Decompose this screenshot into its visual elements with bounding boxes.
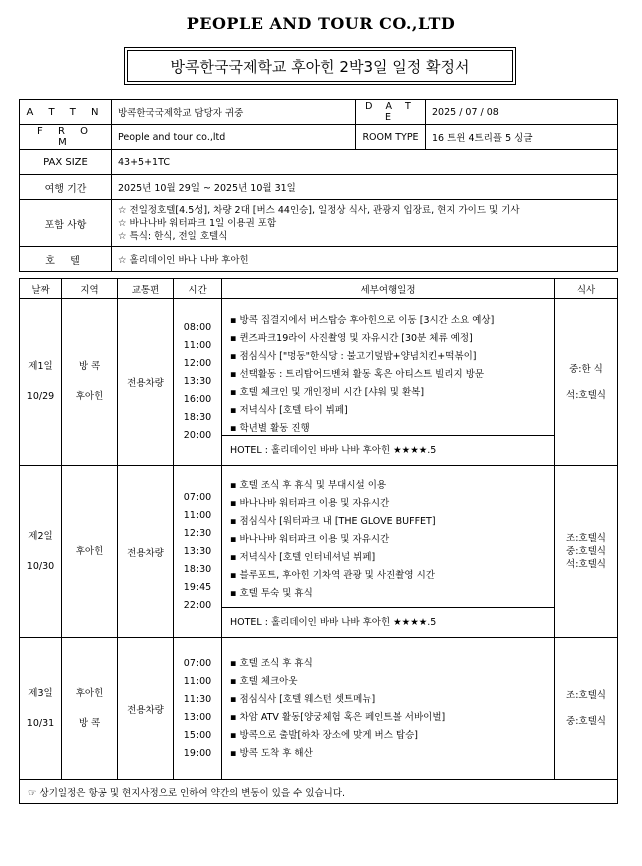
includes-item: ☆ 특식: 한식, 전일 호텔식 xyxy=(118,230,228,242)
times-cell xyxy=(174,299,222,466)
day-label: 제2일 xyxy=(28,530,53,542)
region: 방 콕 xyxy=(78,361,101,372)
info-row-attn xyxy=(20,100,618,125)
event-item: ▪ 차암 ATV 활동[양궁체험 혹은 페인트볼 서바이벌] xyxy=(230,711,446,723)
schedule-header-row xyxy=(20,279,618,299)
day-date: 10/31 xyxy=(26,717,55,729)
event-item: ▪ 호텔 체크아웃 xyxy=(230,675,298,687)
event-item: ▪ 점심식사 ["멍동"한식당 : 불고기덮밥+양념치킨+떡볶이] xyxy=(230,351,477,362)
hotel-value: ☆ 홀리데이인 바나 나바 후아힌 xyxy=(112,247,618,272)
times-cell xyxy=(174,638,222,780)
time: 20:00 xyxy=(183,430,212,441)
time: 18:30 xyxy=(183,563,212,575)
date-label: D A T E xyxy=(356,100,426,125)
time: 12:00 xyxy=(183,358,212,369)
event-item: ▪ 방콕으로 출발[하차 장소에 맞게 버스 탑승] xyxy=(230,729,418,741)
event-item: ▪ 호텔 체크인 및 개인정비 시간 [샤워 및 환복] xyxy=(230,387,425,398)
room-type-value: 16 트윈 4트리플 5 싱글 xyxy=(426,125,618,150)
events-cell xyxy=(222,638,555,780)
meal: 조:호텔식 xyxy=(566,533,606,544)
events-cell xyxy=(222,466,555,638)
time: 22:00 xyxy=(183,599,212,611)
time: 16:00 xyxy=(183,394,212,405)
region-cell xyxy=(62,299,118,466)
region-cell xyxy=(62,638,118,780)
note-row xyxy=(20,780,618,804)
transport-cell: 전용차량 xyxy=(118,299,174,466)
meal: 중:호텔식 xyxy=(566,546,606,557)
time: 11:30 xyxy=(183,693,212,705)
day-date: 10/30 xyxy=(26,560,55,572)
header-transport: 교통편 xyxy=(118,279,174,299)
includes-value xyxy=(112,200,618,247)
date-value: 2025 / 07 / 08 xyxy=(426,100,618,125)
info-row-hotel xyxy=(20,247,618,272)
time: 13:30 xyxy=(183,545,212,557)
time: 11:00 xyxy=(183,340,212,351)
header-region: 지역 xyxy=(62,279,118,299)
region: 후아힌 xyxy=(75,687,104,699)
time: 13:30 xyxy=(183,376,212,387)
meal: 중:호텔식 xyxy=(566,716,606,727)
from-label: F R O M xyxy=(20,125,112,150)
time: 18:30 xyxy=(183,412,212,423)
info-row-period xyxy=(20,175,618,200)
schedule-note: ☞ 상기일정은 항공 및 현지사정으로 인하여 약간의 변동이 있을 수 있습니다. xyxy=(20,780,618,804)
meal: 조:호텔식 xyxy=(566,690,606,701)
day-label: 제3일 xyxy=(28,687,53,699)
document-title-box xyxy=(124,47,516,85)
transport-cell: 전용차량 xyxy=(118,638,174,780)
region: 후아힌 xyxy=(75,545,104,557)
includes-item: ☆ 바나나바 워터파크 1일 이용권 포함 xyxy=(118,217,277,229)
period-label: 여행 기간 xyxy=(20,175,112,200)
schedule-table xyxy=(19,278,618,804)
day-cell xyxy=(20,299,62,466)
event-item: ▪ 학년별 활동 진행 xyxy=(230,423,310,434)
event-item: ▪ 선택활동 : 트리탑어드벤쳐 활동 혹은 아티스트 빌리지 방문 xyxy=(230,369,485,380)
event-item: ▪ 호텔 조식 후 휴식 xyxy=(230,657,313,669)
meals-cell xyxy=(555,638,618,780)
time: 08:00 xyxy=(183,322,212,333)
region: 방 콕 xyxy=(78,717,101,729)
events-cell xyxy=(222,299,555,466)
time: 11:00 xyxy=(183,509,212,521)
company-name: PEOPLE AND TOUR CO.,LTD xyxy=(186,14,456,33)
day-row-3 xyxy=(20,638,618,780)
includes-item: ☆ 전일정호텔[4.5성], 차량 2대 [버스 44인승], 일정상 식사, 관광지 입장료, 현지 가이드 및 기사 xyxy=(118,204,520,216)
meal: 석:호텔식 xyxy=(566,389,606,401)
meal: 중:한 식 xyxy=(569,363,603,375)
time: 19:00 xyxy=(183,747,212,759)
pax-size-label: PAX SIZE xyxy=(20,150,112,175)
event-item: ▪ 블루포트, 후아힌 기차역 관광 및 사진촬영 시간 xyxy=(230,570,435,581)
times-cell xyxy=(174,466,222,638)
event-item: ▪ 바나나바 워터파크 이용 및 자유시간 xyxy=(230,534,390,545)
meals-cell xyxy=(555,466,618,638)
info-row-from xyxy=(20,125,618,150)
time: 19:45 xyxy=(183,581,212,593)
period-value: 2025년 10월 29일 ~ 2025년 10월 31일 xyxy=(112,175,618,200)
includes-label: 포함 사항 xyxy=(20,200,112,247)
info-table xyxy=(19,99,618,272)
day-date: 10/29 xyxy=(26,391,55,402)
time: 07:00 xyxy=(183,491,212,503)
event-item: ▪ 퀸즈파크19라이 사진촬영 및 자유시간 [30분 체류 예정] xyxy=(230,333,473,344)
header-date: 날짜 xyxy=(20,279,62,299)
attn-label: A T T N xyxy=(20,100,112,125)
room-type-label: ROOM TYPE xyxy=(356,125,426,150)
info-row-pax xyxy=(20,150,618,175)
day-row-1 xyxy=(20,299,618,466)
meal: 석:호텔식 xyxy=(566,559,606,570)
event-item: ▪ 방콕 집결지에서 버스탑승 후아힌으로 이동 [3시간 소요 예상] xyxy=(230,315,495,326)
event-item: ▪ 점심식사 [호텔 웨스턴 셋트메뉴] xyxy=(230,693,376,705)
header-itinerary: 세부여행일정 xyxy=(222,279,555,299)
meal xyxy=(555,702,617,715)
pax-size-value: 43+5+1TC xyxy=(112,150,618,175)
event-item: ▪ 방콕 도착 후 해산 xyxy=(230,747,313,759)
day-label: 제1일 xyxy=(28,361,53,372)
attn-value: 방콕한국국제학교 담당자 귀중 xyxy=(112,100,356,125)
header-time: 시간 xyxy=(174,279,222,299)
document-title: 방콕한국국제학교 후아힌 2박3일 일정 확정서 xyxy=(127,50,513,82)
day-cell xyxy=(20,638,62,780)
event-item: ▪ 호텔 조식 후 휴식 및 부대시설 이용 xyxy=(230,480,387,491)
day-cell xyxy=(20,466,62,638)
hotel-line: HOTEL : 홀리데이인 바바 나바 후아힌 ★★★★.5 xyxy=(222,607,554,637)
time: 11:00 xyxy=(183,675,212,687)
time: 15:00 xyxy=(183,729,212,741)
hotel-line: HOTEL : 홀리데이인 바바 나바 후아힌 ★★★★.5 xyxy=(222,435,554,465)
time: 12:30 xyxy=(183,527,212,539)
event-item: ▪ 호텔 투숙 및 휴식 xyxy=(230,588,313,599)
event-item: ▪ 저녁식사 [호텔 타이 뷔페] xyxy=(230,405,348,416)
region-cell xyxy=(62,466,118,638)
time: 13:00 xyxy=(183,711,212,723)
event-item: ▪ 바나나바 워터파크 이용 및 자유시간 xyxy=(230,498,390,509)
meal xyxy=(555,376,617,389)
event-item: ▪ 점심식사 [워터파크 내 [THE GLOVE BUFFET] xyxy=(230,516,436,527)
meals-cell xyxy=(555,299,618,466)
from-value: People and tour co.,ltd xyxy=(112,125,356,150)
hotel-label: 호 텔 xyxy=(20,247,112,272)
info-row-includes xyxy=(20,200,618,247)
transport-cell: 전용차량 xyxy=(118,466,174,638)
day-row-2 xyxy=(20,466,618,638)
region: 후아힌 xyxy=(75,391,104,402)
header-meals: 식사 xyxy=(555,279,618,299)
time: 07:00 xyxy=(183,657,212,669)
event-item: ▪ 저녁식사 [호텔 인터네셔널 뷔페] xyxy=(230,552,376,563)
